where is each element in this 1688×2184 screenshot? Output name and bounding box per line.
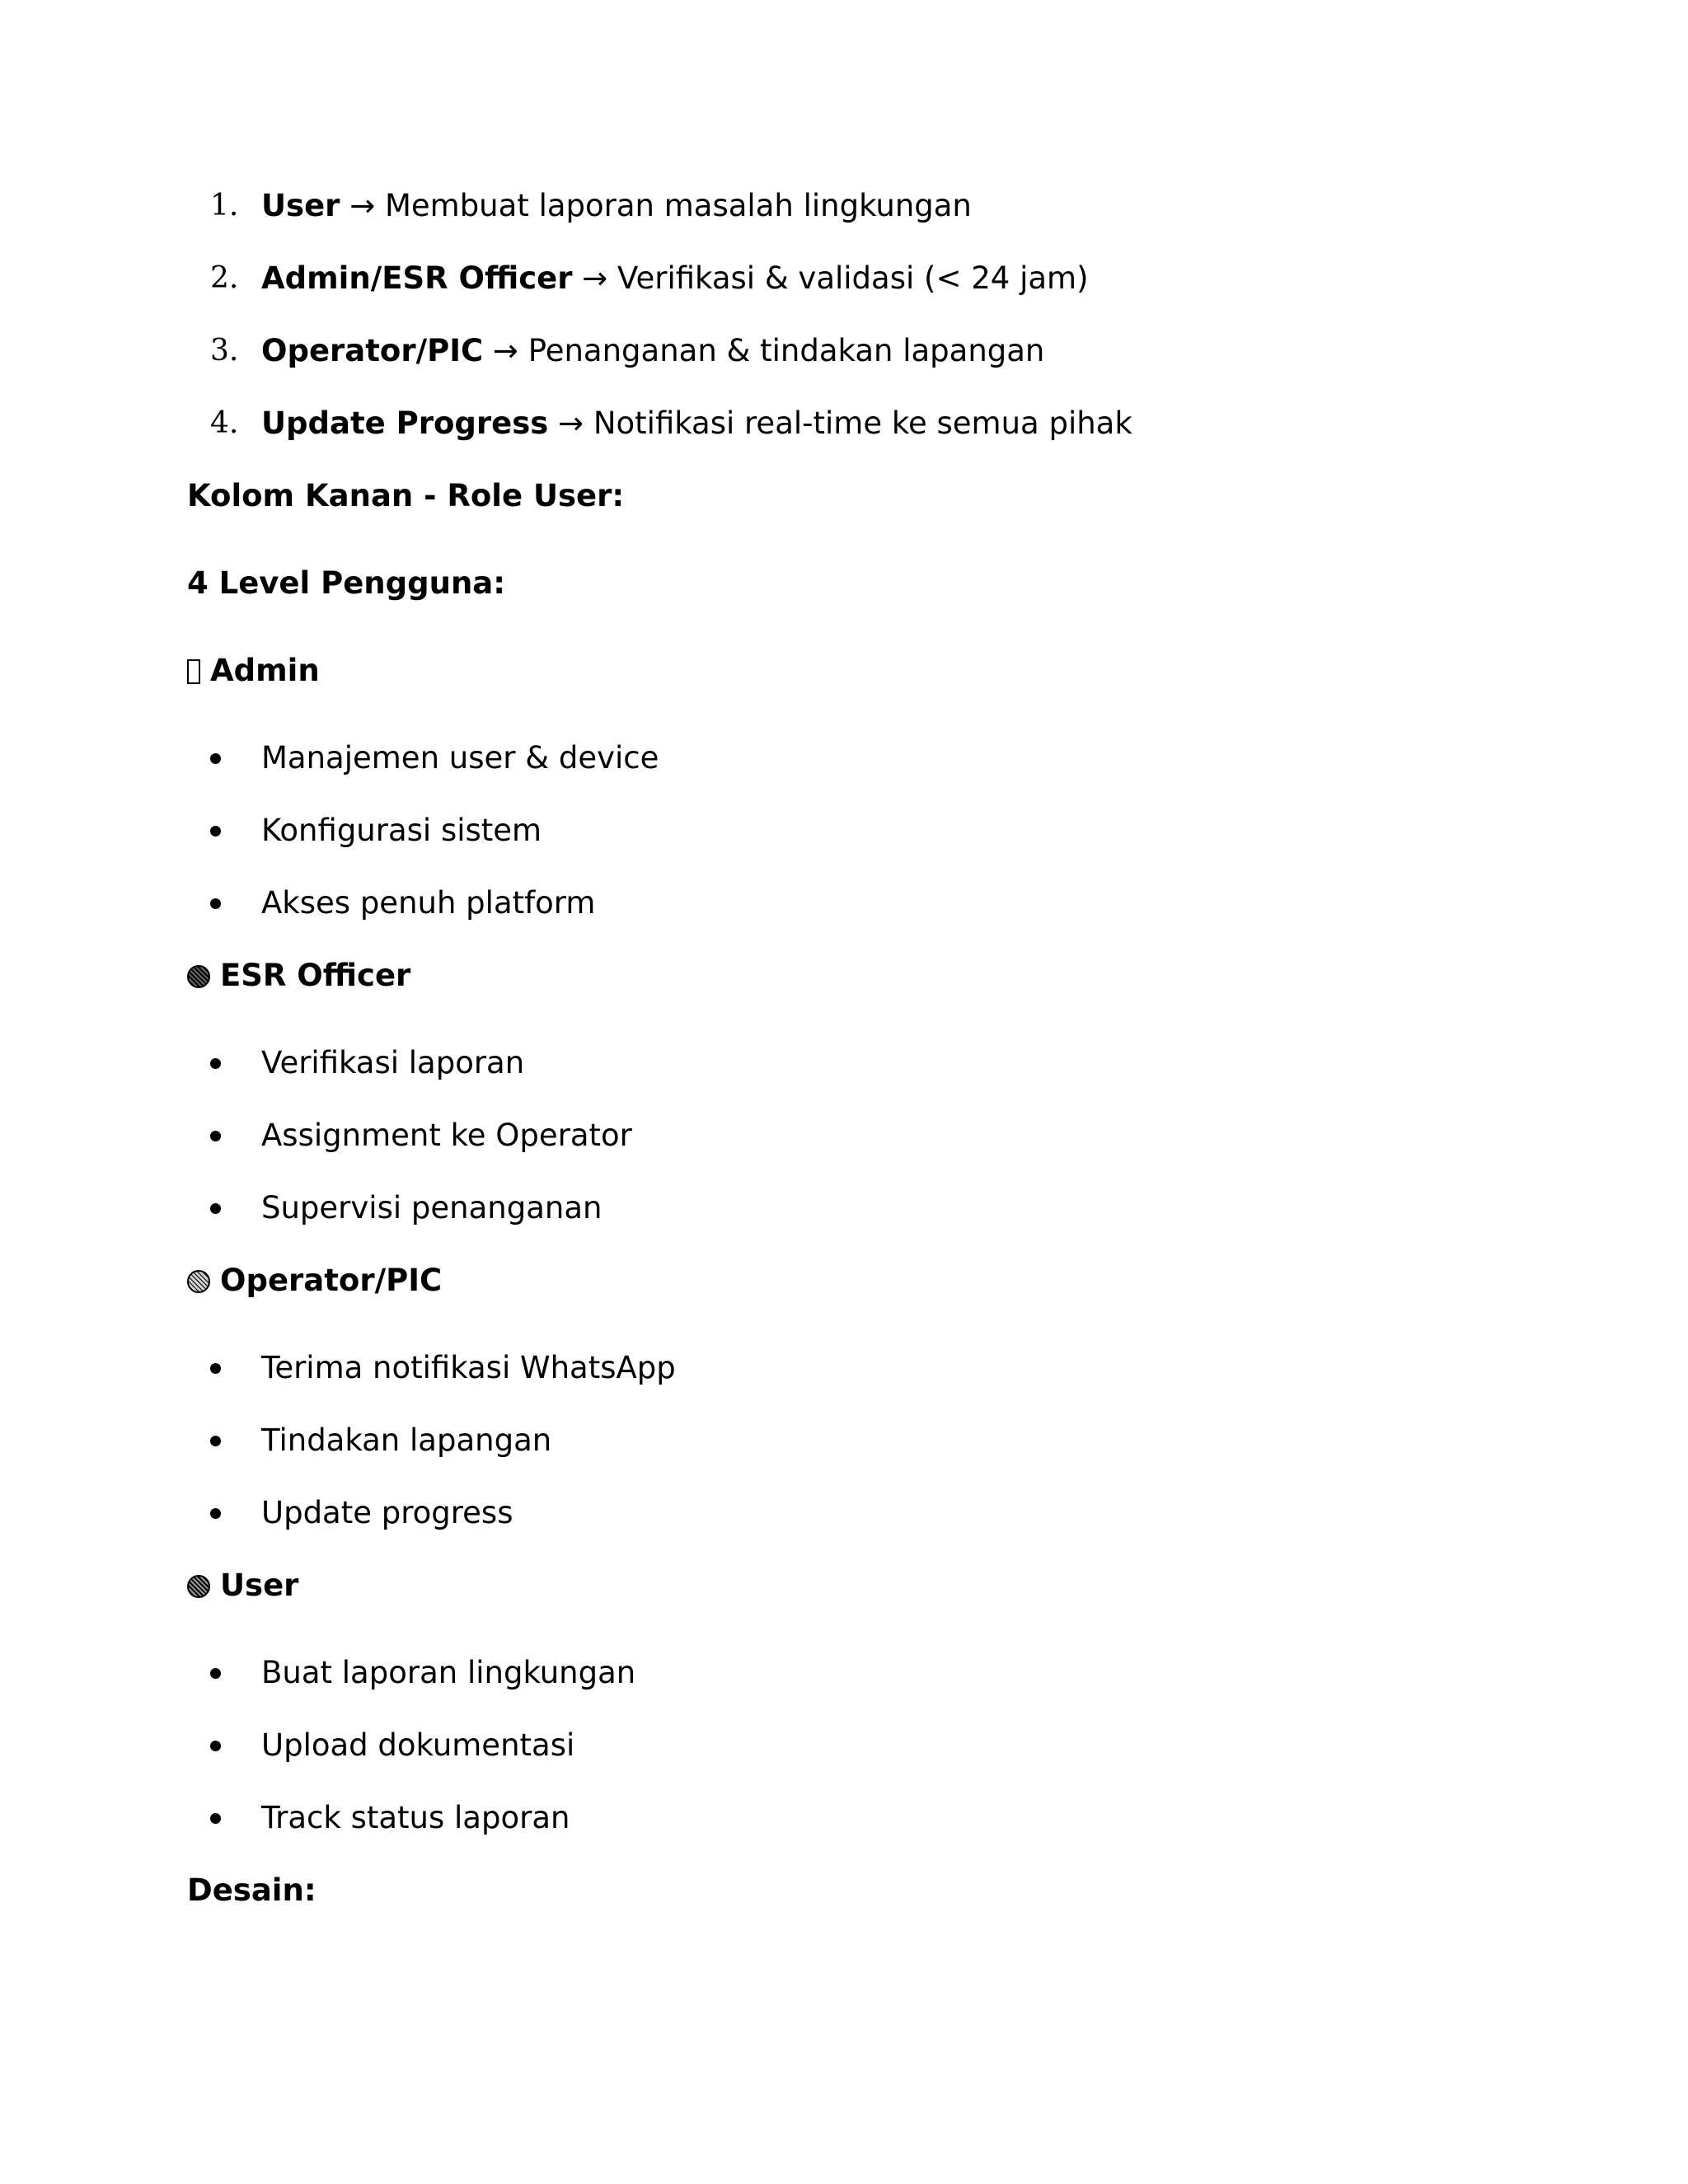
light-circle-icon — [187, 1270, 210, 1293]
flow-item-description: Membuat laporan masalah lingkungan — [384, 188, 972, 223]
role-name: Admin — [210, 653, 320, 688]
role-name: ESR Officer — [220, 958, 411, 993]
flow-item-description: Verifikasi & validasi (< 24 jam) — [617, 260, 1089, 296]
flow-item-number: 4. — [210, 406, 239, 440]
flow-item-description: Notifikasi real-time ke semua pihak — [593, 405, 1132, 441]
levels-heading: 4 Level Pengguna: — [187, 565, 506, 601]
bullet-icon — [210, 1668, 221, 1679]
flow-item-title: Update Progress — [261, 405, 549, 441]
dark-circle-icon — [187, 965, 210, 988]
role-heading-operator-pic — [187, 1263, 442, 1299]
role-heading-esr-officer — [187, 958, 410, 994]
bullet-icon — [210, 1508, 221, 1519]
arrow-icon: → — [582, 260, 608, 296]
role-heading-admin — [187, 653, 320, 689]
flow-item-title: Admin/ESR Officer — [261, 260, 573, 296]
bullet-icon — [210, 753, 221, 764]
bullet-icon — [210, 1363, 221, 1374]
flow-item-number: 2. — [210, 261, 239, 295]
role-name: Operator/PIC — [220, 1263, 443, 1298]
flow-item-number: 3. — [210, 334, 239, 368]
mid-circle-icon — [187, 1575, 210, 1598]
design-heading: Desain: — [187, 1872, 316, 1908]
bullet-icon — [210, 1131, 221, 1141]
bullet-icon — [210, 826, 221, 837]
bullet-icon — [210, 1058, 221, 1069]
bullet-icon — [210, 1813, 221, 1824]
arrow-icon: → — [492, 333, 518, 368]
flow-item-number: 1. — [210, 189, 239, 223]
right-column-heading: Kolom Kanan - Role User: — [187, 478, 625, 513]
document-page: 1. User → Membuat laporan masalah lingkungan 2. Admin/ESR Officer → Verifikasi & validasi (< 24 jam) 3. Operator/PIC → Penanganan & tindakan lapangan 4. Update Progress → Notifikasi real-time ke semua pihak Kolom Kanan - Role User: 4 Level Pengguna: Admin Manajemen user & device Konfigurasi sistem Akses penuh platform ESR Officer Verifikasi laporan Assignment ke Operator Supervisi penanganan Operator/PIC Terima notifikasi WhatsApp Tindakan lapangan Update progress User Buat laporan lingkungan Upload dokumentasi Track status laporan Desain: — [187, 188, 1132, 1908]
role-heading-user — [187, 1568, 298, 1604]
flow-item-title: User — [261, 188, 340, 223]
flow-item-description: Penanganan & tindakan lapangan — [528, 333, 1045, 368]
bullet-icon — [210, 1203, 221, 1214]
arrow-icon: → — [349, 188, 376, 223]
role-name: User — [220, 1568, 299, 1603]
arrow-icon: → — [558, 405, 584, 441]
bullet-icon — [210, 1741, 221, 1751]
bullet-icon — [210, 1436, 221, 1446]
missing-glyph-icon — [187, 659, 200, 684]
bullet-icon — [210, 898, 221, 909]
flow-item-title: Operator/PIC — [261, 333, 484, 368]
